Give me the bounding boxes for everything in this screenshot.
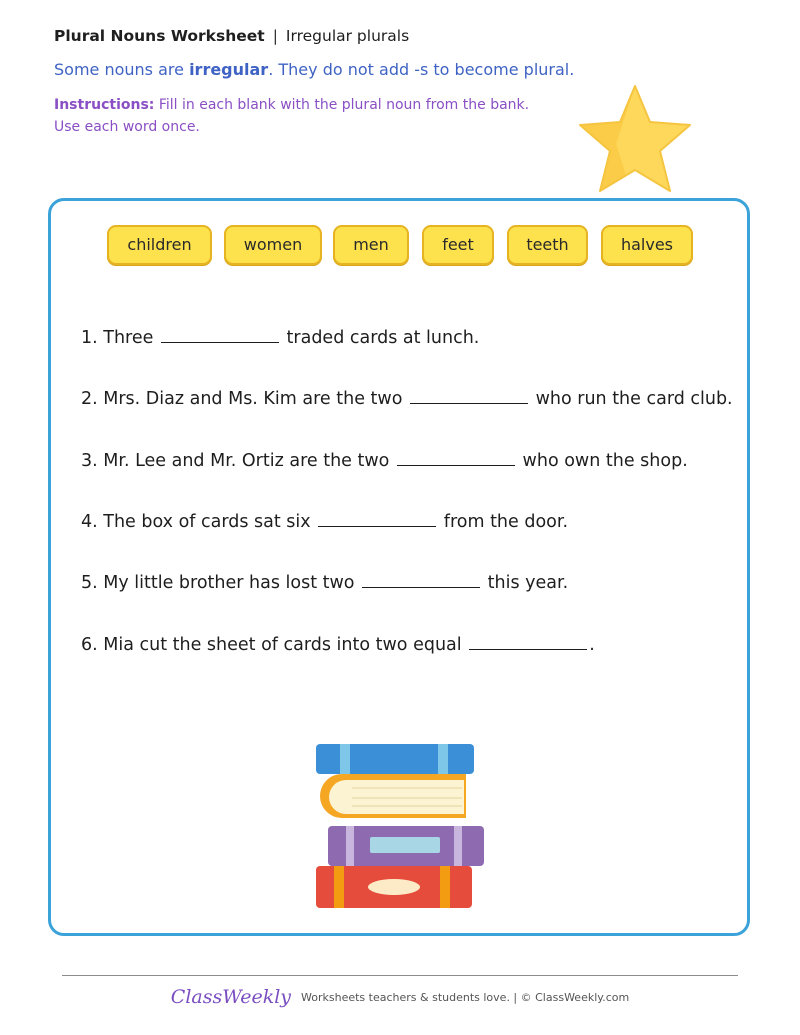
sentence-text: 3. Mr. Lee and Mr. Ortiz are the two	[81, 451, 390, 471]
instructions	[54, 94, 529, 138]
brand-logo[interactable]: ClassWeekly	[170, 986, 292, 1008]
footer-divider	[62, 975, 738, 976]
worksheet-header	[54, 27, 409, 45]
sentence-text: who own the shop.	[522, 451, 688, 471]
intro-after: . They do not add -s to become plural.	[268, 60, 575, 79]
intro-before: Some nouns are	[54, 60, 190, 79]
sentence-text: .	[589, 635, 595, 655]
worksheet-title: Plural Nouns Worksheet	[54, 27, 265, 45]
sentence-1	[81, 326, 479, 348]
sentence-text: from the door.	[443, 512, 569, 532]
answer-blank[interactable]	[362, 571, 480, 588]
sentence-text: who run the card club.	[535, 389, 733, 409]
worksheet-topic: Irregular plurals	[285, 27, 410, 45]
answer-blank[interactable]	[161, 326, 279, 343]
book-stack-icon	[312, 742, 488, 910]
sentence-6	[81, 633, 595, 655]
intro-text	[54, 60, 574, 79]
answer-blank[interactable]	[410, 387, 528, 404]
footer	[0, 986, 800, 1008]
footer-tagline: Worksheets teachers & students love. | © ClassWeekly.com	[301, 990, 630, 1004]
answer-blank[interactable]	[318, 510, 436, 527]
sentence-text: 2. Mrs. Diaz and Ms. Kim are the two	[81, 389, 403, 409]
title-separator: |	[272, 27, 278, 45]
word-chip: men	[333, 225, 409, 265]
word-chip: halves	[601, 225, 693, 265]
sentence-2	[81, 387, 733, 409]
sentence-3	[81, 449, 688, 471]
sentence-text: traded cards at lunch.	[286, 328, 480, 348]
star-icon	[574, 82, 696, 200]
instructions-line2: Use each word once.	[54, 119, 200, 135]
word-chip: teeth	[507, 225, 588, 265]
sentence-text: this year.	[487, 573, 569, 593]
answer-blank[interactable]	[469, 633, 587, 650]
word-chip: children	[107, 225, 212, 265]
instructions-line1: Fill in each blank with the plural noun from the bank.	[154, 97, 530, 113]
answer-blank[interactable]	[397, 449, 515, 466]
word-bank	[0, 225, 800, 267]
word-chip: women	[224, 225, 322, 265]
intro-emphasis: irregular	[189, 60, 269, 79]
sentence-5	[81, 571, 568, 593]
word-chip: feet	[422, 225, 494, 265]
sentence-text: 5. My little brother has lost two	[81, 573, 355, 593]
sentence-4	[81, 510, 568, 532]
sentence-text: 4. The box of cards sat six	[81, 512, 311, 532]
sentence-text: 6. Mia cut the sheet of cards into two equal	[81, 635, 462, 655]
sentence-text: 1. Three	[81, 328, 154, 348]
instructions-label: Instructions:	[54, 97, 155, 113]
